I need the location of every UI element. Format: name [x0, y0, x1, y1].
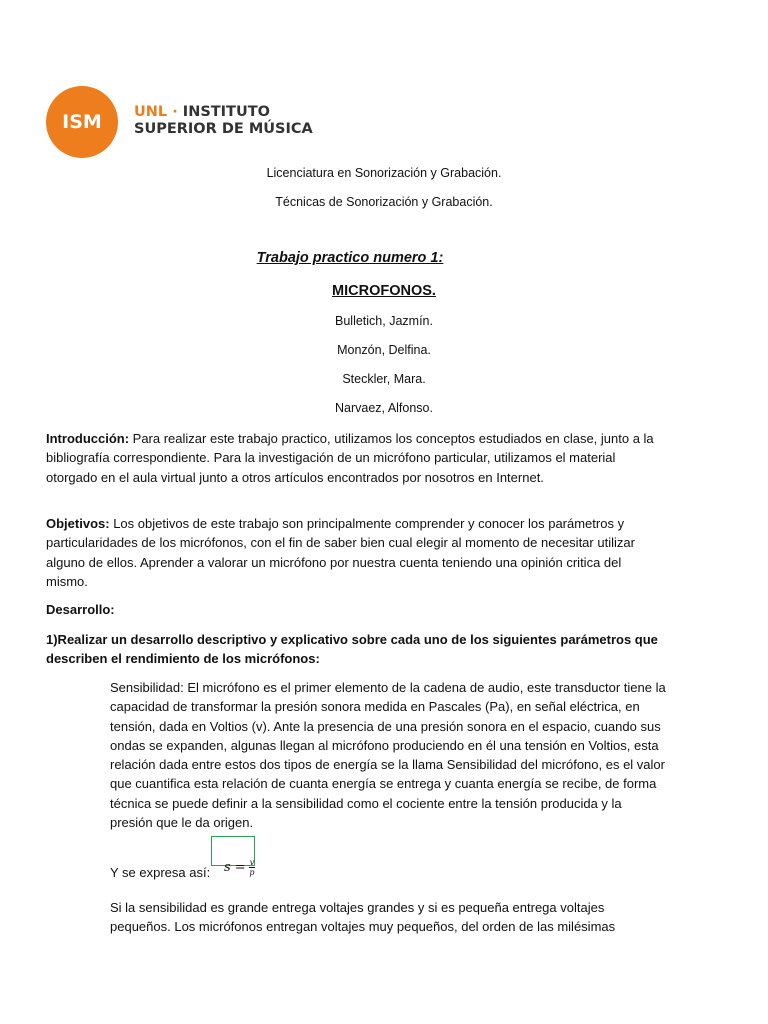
logo-line-1	[134, 104, 313, 121]
doc-subtitle-text: MICROFONOS.	[332, 283, 436, 299]
question-paragraph	[46, 630, 666, 669]
development-heading	[46, 600, 666, 619]
logo-line-2: SUPERIOR DE MÚSICA	[134, 121, 313, 137]
course-line: Técnicas de Sonorización y Grabación.	[275, 195, 493, 209]
expressed-label: Y se expresa así:	[110, 865, 211, 880]
author-1: Bulletich, Jazmín.	[335, 314, 433, 328]
objectives-label: Objetivos:	[46, 516, 110, 531]
question-text: 1)Realizar un desarrollo descriptivo y explicativo sobre cada uno de los siguientes parámetros que describen el rendimiento de los micrófonos:	[46, 632, 658, 667]
objectives-text: Los objetivos de este trabajo son principalmente comprender y conocer los parámetros y particularidades de los micrófonos, con el fin de saber bien cual elegir al momento de necesitar utilizar alguno de ellos. Aprender a valorar un micrófono por nuestra cuenta teniendo una opinión critica del mismo.	[46, 516, 635, 589]
formula-numerator: v	[249, 858, 255, 867]
conclusion-paragraph: Si la sensibilidad es grande entrega voltajes grandes y si es pequeña entrega voltajes pequeños. Los micrófonos entregan voltajes muy pequeños, del orden de las milésimas	[110, 900, 616, 935]
doc-title	[0, 250, 734, 266]
development-label: Desarrollo:	[46, 602, 115, 617]
ism-logo	[46, 86, 118, 158]
sensitivity-formula	[224, 858, 255, 877]
doc-subtitle	[0, 283, 768, 299]
author-3: Steckler, Mara.	[342, 372, 426, 386]
intro-text: Para realizar este trabajo practico, utilizamos los conceptos estudiados en clase, junto a la bibliografía correspondiente. Para la investigación de un micrófono particular, utilizamos el material otorgado en el aula virtual junto a otros artículos encontrados por nosotros en Internet.	[46, 431, 654, 485]
sensitivity-paragraph: Sensibilidad: El micrófono es el primer elemento de la cadena de audio, este transductor tiene la capacidad de transformar la presión sonora medida en Pascales (Pa), en señal eléctrica, en tensión, dada en Voltios (v). Ante la presencia de una presión sonora en el espacio, cuando sus ondas se expanden, algunas llegan al micrófono produciendo en él una tensión en Voltios, esta relación dada entre estos dos tipos de energía se la llama Sensibilidad del micrófono, es el valor que cuantifica esta relación de cuanta energía se entrega y cuanta energía se recibe, de forma técnica se puede definir a la sensibilidad como el cociente entre la tensión producida y la presión que le da origen.	[110, 680, 666, 831]
career-line: Licenciatura en Sonorización y Grabación.	[266, 166, 502, 180]
logo-separator: ·	[172, 104, 178, 120]
logo-line1-rest: INSTITUTO	[182, 104, 270, 120]
objectives-paragraph	[46, 514, 666, 591]
formula-denominator: p	[249, 868, 255, 877]
intro-label: Introducción:	[46, 431, 130, 446]
institution-name	[134, 104, 313, 138]
logo-circle-text: ISM	[62, 111, 102, 133]
author-2: Monzón, Delfina.	[337, 343, 431, 357]
doc-title-text: Trabajo practico numero 1:	[256, 250, 444, 266]
formula-fraction	[249, 858, 256, 877]
intro-paragraph	[46, 429, 666, 487]
logo-unl: UNL	[134, 104, 168, 120]
formula-lhs: s =	[224, 860, 246, 875]
author-4: Narvaez, Alfonso.	[335, 401, 433, 415]
